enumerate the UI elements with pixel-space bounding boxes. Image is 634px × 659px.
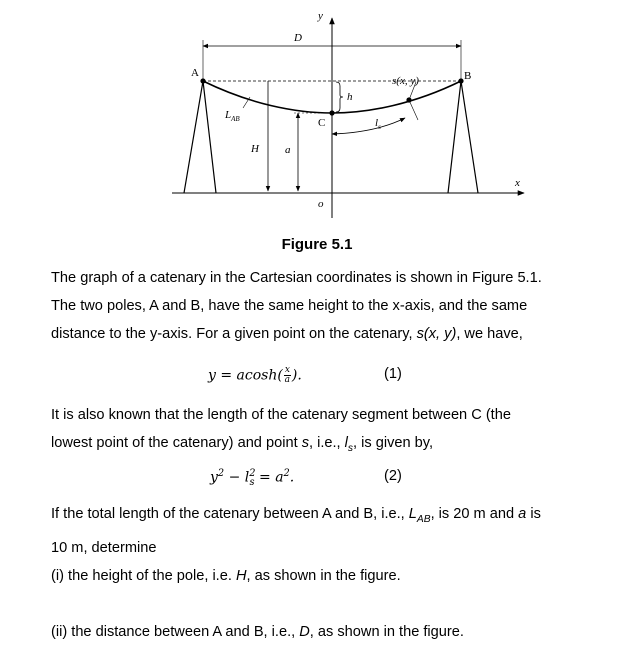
origin-label: o xyxy=(318,198,324,210)
para1-line1: The graph of a catenary in the Cartesian coordinates is shown in Figure 5.1. xyxy=(51,270,542,286)
equation-2: $y^2 - l^2_s = a^2$. xyxy=(210,468,295,489)
lab-label: $L_{AB}$ xyxy=(225,109,240,123)
c-point-label: C xyxy=(318,117,326,129)
para1-line3: distance to the y-axis. For a given point on the catenary, s(x, y), we have, xyxy=(51,326,523,342)
s-label: s(x, y) xyxy=(392,75,419,87)
equation-1: y = acosh( $\frac{x}{a}$ ). xyxy=(208,365,302,385)
ls-arc xyxy=(332,118,405,134)
pole-a xyxy=(184,81,216,193)
catenary-figure xyxy=(0,0,634,232)
y-axis-label: y xyxy=(318,10,323,22)
question-ii: (ii) the distance between A and B, i.e., D, as shown in the figure. xyxy=(51,624,464,640)
para3-line1: If the total length of the catenary between A and B, i.e., $L_{AB}$, is 20 m and a is xyxy=(51,506,541,525)
figure-caption: Figure 5.1 xyxy=(281,236,353,253)
para3-line2: 10 m, determine xyxy=(51,539,157,556)
paragraph-3 xyxy=(51,500,611,562)
para2-line1: It is also known that the length of the catenary segment between C (the xyxy=(51,407,511,423)
paragraph-1 xyxy=(51,264,611,348)
ls-tick xyxy=(409,100,418,120)
equation-1-number: (1) xyxy=(384,366,402,382)
point-a xyxy=(200,78,205,83)
x-axis-label: x xyxy=(515,177,520,189)
point-b xyxy=(458,78,463,83)
h-label: h xyxy=(347,91,353,103)
para1-line2: The two poles, A and B, have the same height to the x-axis, and the same xyxy=(51,298,528,314)
question-i: (i) the height of the pole, i.e. H, as shown in the figure. xyxy=(51,568,401,584)
d-label: D xyxy=(294,32,302,44)
b-point-label: B xyxy=(464,70,472,82)
equation-2-number: (2) xyxy=(384,468,402,484)
a-param-label: a xyxy=(285,144,291,156)
para2-line2: lowest point of the catenary) and point s, i.e., $l_s$, is given by, xyxy=(51,435,434,454)
big-h-label: H xyxy=(251,143,259,155)
paragraph-2 xyxy=(51,401,611,463)
a-point-label: A xyxy=(191,67,199,79)
h-brace xyxy=(336,82,343,112)
ls-label: $l_s$ xyxy=(375,117,381,131)
pole-b xyxy=(448,81,478,193)
